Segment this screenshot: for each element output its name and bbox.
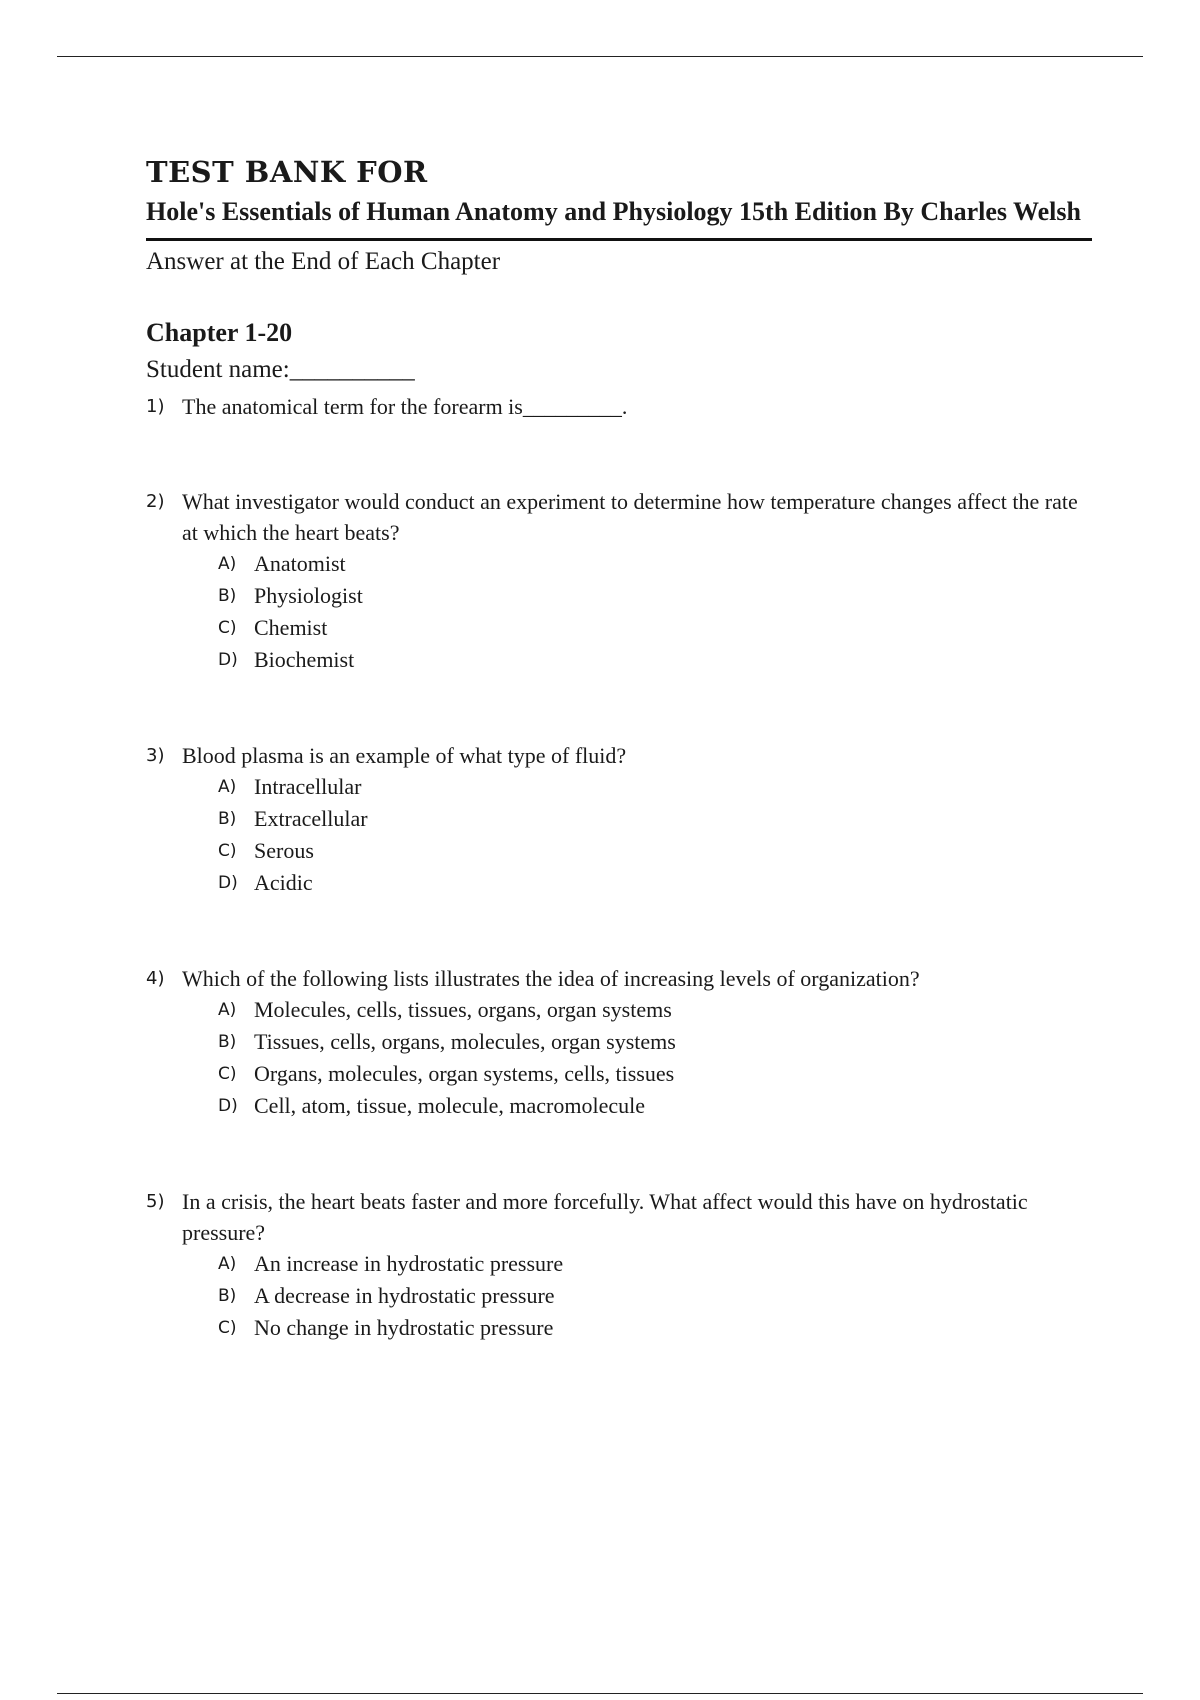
answer-option: [218, 1248, 1092, 1280]
option-text: Biochemist: [254, 647, 355, 672]
answer-options: [218, 994, 1092, 1122]
option-letter: A): [218, 554, 237, 574]
question-number: 3): [146, 745, 165, 766]
question-number: 5): [146, 1191, 165, 1212]
option-text: An increase in hydrostatic pressure: [254, 1251, 564, 1276]
answer-option: [218, 1312, 1092, 1344]
option-letter: A): [218, 1000, 237, 1020]
document-content: [146, 150, 1092, 1344]
option-letter: B): [218, 809, 237, 829]
option-letter: C): [218, 841, 237, 861]
option-text: Acidic: [254, 870, 313, 895]
answer-option: [218, 1058, 1092, 1090]
option-text: Intracellular: [254, 774, 362, 799]
question-2: [146, 486, 1092, 676]
option-letter: B): [218, 1032, 237, 1052]
chapter-heading: Chapter 1-20: [146, 318, 293, 347]
answer-option: [218, 803, 1092, 835]
question-number: 1): [146, 396, 165, 417]
option-letter: A): [218, 1254, 237, 1274]
answer-option: [218, 835, 1092, 867]
question-text: The anatomical term for the forearm is_________.: [182, 394, 628, 419]
question-text: What investigator would conduct an experiment to determine how temperature changes affect the rate at which the heart beats?: [182, 489, 1078, 545]
option-letter: C): [218, 1318, 237, 1338]
student-name-line: Student name:__________: [146, 356, 415, 383]
option-text: Physiologist: [254, 583, 363, 608]
answer-option: [218, 580, 1092, 612]
answer-option: [218, 644, 1092, 676]
answer-option: [218, 867, 1092, 899]
bottom-rule: [57, 1693, 1143, 1694]
question-number: 4): [146, 968, 165, 989]
option-letter: B): [218, 1286, 237, 1306]
answer-option: [218, 548, 1092, 580]
question-text: Which of the following lists illustrates the idea of increasing levels of organization?: [182, 966, 920, 991]
question-3: [146, 740, 1092, 899]
option-letter: B): [218, 586, 237, 606]
answer-options: [218, 771, 1092, 899]
answer-note: Answer at the End of Each Chapter: [146, 248, 501, 275]
option-text: No change in hydrostatic pressure: [254, 1315, 554, 1340]
option-text: A decrease in hydrostatic pressure: [254, 1283, 555, 1308]
test-bank-title: TEST BANK FOR: [146, 155, 428, 189]
question-number: 2): [146, 491, 165, 512]
top-rule: [57, 56, 1143, 57]
option-text: Anatomist: [254, 551, 346, 576]
option-text: Extracellular: [254, 806, 368, 831]
option-text: Chemist: [254, 615, 328, 640]
answer-option: [218, 1090, 1092, 1122]
answer-options: [218, 548, 1092, 676]
answer-option: [218, 612, 1092, 644]
option-text: Serous: [254, 838, 314, 863]
answer-options: [218, 1248, 1092, 1344]
answer-option: [218, 1026, 1092, 1058]
option-text: Cell, atom, tissue, molecule, macromolecule: [254, 1093, 645, 1118]
option-letter: A): [218, 777, 237, 797]
option-text: Tissues, cells, organs, molecules, organ systems: [254, 1029, 676, 1054]
question-5: [146, 1186, 1092, 1344]
question-1: [146, 391, 1092, 422]
answer-option: [218, 994, 1092, 1026]
option-letter: D): [218, 1096, 238, 1116]
question-4: [146, 963, 1092, 1122]
option-text: Molecules, cells, tissues, organs, organ systems: [254, 997, 672, 1022]
answer-option: [218, 771, 1092, 803]
option-letter: D): [218, 873, 238, 893]
option-letter: C): [218, 1064, 237, 1084]
question-text: Blood plasma is an example of what type of fluid?: [182, 743, 627, 768]
option-letter: D): [218, 650, 238, 670]
option-letter: C): [218, 618, 237, 638]
question-list: [146, 391, 1092, 1344]
option-text: Organs, molecules, organ systems, cells, tissues: [254, 1061, 675, 1086]
answer-option: [218, 1280, 1092, 1312]
book-title: Hole's Essentials of Human Anatomy and Physiology 15th Edition By Charles Welsh: [146, 194, 1092, 241]
question-text: In a crisis, the heart beats faster and more forcefully. What affect would this have on hydrostatic pressure?: [182, 1189, 1028, 1245]
